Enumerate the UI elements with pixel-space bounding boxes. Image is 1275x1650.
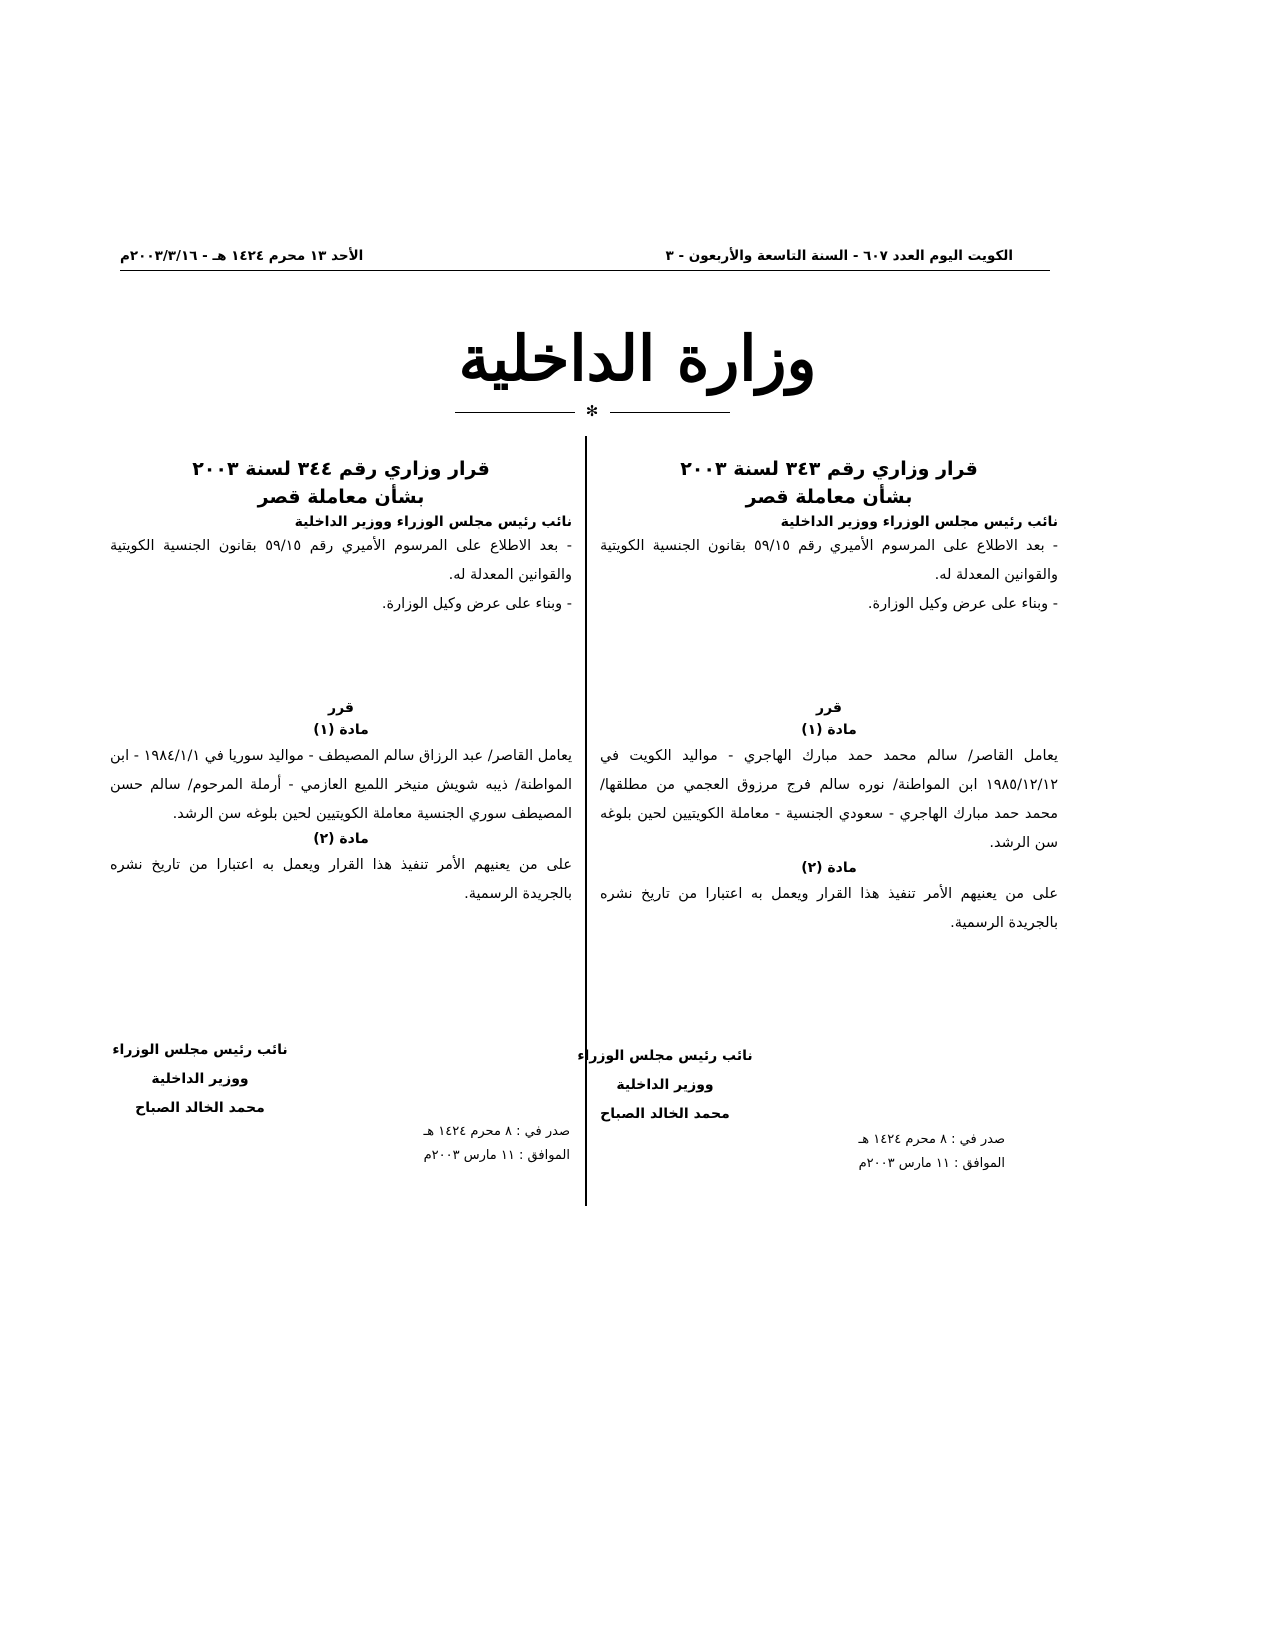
decision-344-body: [110, 700, 572, 909]
decides-heading: قرر: [328, 700, 354, 716]
decision-343: [600, 458, 1058, 619]
decision-title: قرار وزاري رقم ٣٤٣ لسنة ٢٠٠٣: [680, 458, 978, 480]
preamble-2: - وبناء على عرض وكيل الوزارة.: [381, 596, 572, 612]
signature-block-343: [565, 1042, 765, 1129]
dates-343: [785, 1128, 1005, 1176]
decision-authority: نائب رئيس مجلس الوزراء ووزير الداخلية: [780, 514, 1058, 530]
decision-title: قرار وزاري رقم ٣٤٤ لسنة ٢٠٠٣: [192, 458, 490, 480]
corresponding-date: الموافق : ١١ مارس ٢٠٠٣م: [423, 1148, 570, 1163]
decides-heading: قرر: [816, 700, 842, 716]
article-2-heading: مادة (٢): [801, 860, 857, 876]
issued-at: صدر في : ٨ محرم ١٤٢٤ هـ: [858, 1132, 1005, 1147]
ministry-title: وزارة الداخلية: [458, 322, 817, 395]
signature-block-344: [100, 1036, 300, 1123]
signature-line-1: نائب رئيس مجلس الوزراء: [577, 1048, 753, 1064]
decision-subject: بشأن معاملة قصر: [745, 486, 913, 508]
article-2-text: على من يعنيهم الأمر تنفيذ هذا القرار ويعمل به اعتبارا من تاريخ نشره بالجريدة الرسمية.: [110, 857, 572, 902]
signature-line-3: محمد الخالد الصباح: [600, 1106, 730, 1122]
ornament-line-right: [610, 412, 730, 413]
preamble-1: - بعد الاطلاع على المرسوم الأميري رقم ٥٩/١٥ بقانون الجنسية الكويتية والقوانين المعدلة له.: [110, 538, 572, 583]
article-1-heading: مادة (١): [313, 722, 369, 738]
article-2-heading: مادة (٢): [313, 831, 369, 847]
signature-line-2: ووزير الداخلية: [151, 1071, 249, 1087]
article-2-text: على من يعنيهم الأمر تنفيذ هذا القرار ويعمل به اعتبارا من تاريخ نشره بالجريدة الرسمية.: [600, 886, 1058, 931]
decision-343-body: [600, 700, 1058, 938]
article-1-text: يعامل القاصر/ عبد الرزاق سالم المصيطف - مواليد سوريا في ١٩٨٤/١/١ - ابن المواطنة/ ذيبه شويش منيخر اللميع العازمي - أرملة المرحوم/ سالم حسن المصيطف سوري الجنسية معاملة الكويتيين لحين بلوغه سن الرشد.: [110, 748, 572, 822]
header-rule: [120, 270, 1050, 271]
decision-subject: بشأن معاملة قصر: [257, 486, 425, 508]
date-line: الأحد ١٣ محرم ١٤٢٤ هـ - ٢٠٠٣/٣/١٦م: [120, 248, 364, 264]
signature-line-1: نائب رئيس مجلس الوزراء: [112, 1042, 288, 1058]
signature-line-2: ووزير الداخلية: [616, 1077, 714, 1093]
signature-line-3: محمد الخالد الصباح: [135, 1100, 265, 1116]
preamble-2: - وبناء على عرض وكيل الوزارة.: [867, 596, 1058, 612]
preamble-1: - بعد الاطلاع على المرسوم الأميري رقم ٥٩/١٥ بقانون الجنسية الكويتية والقوانين المعدلة له.: [600, 538, 1058, 583]
ornament-line-left: [455, 412, 575, 413]
decision-344: [110, 458, 572, 619]
corresponding-date: الموافق : ١١ مارس ٢٠٠٣م: [858, 1156, 1005, 1171]
issued-at: صدر في : ٨ محرم ١٤٢٤ هـ: [423, 1124, 570, 1139]
dates-344: [350, 1120, 570, 1168]
article-1-text: يعامل القاصر/ سالم محمد حمد مبارك الهاجري - مواليد الكويت في ١٩٨٥/١٢/١٢ ابن المواطنة/ نوره سالم فرج مرزوق العجمي من مطلقها/ محمد حمد مبارك الهاجري - سعودي الجنسية - معاملة الكويتيين لحين بلوغه سن الرشد.: [600, 748, 1058, 851]
article-1-heading: مادة (١): [801, 722, 857, 738]
decision-authority: نائب رئيس مجلس الوزراء ووزير الداخلية: [294, 514, 572, 530]
issue-line: الكويت اليوم العدد ٦٠٧ - السنة التاسعة والأربعون - ٣: [665, 248, 1013, 264]
ornament-star-icon: ✻: [585, 402, 599, 420]
